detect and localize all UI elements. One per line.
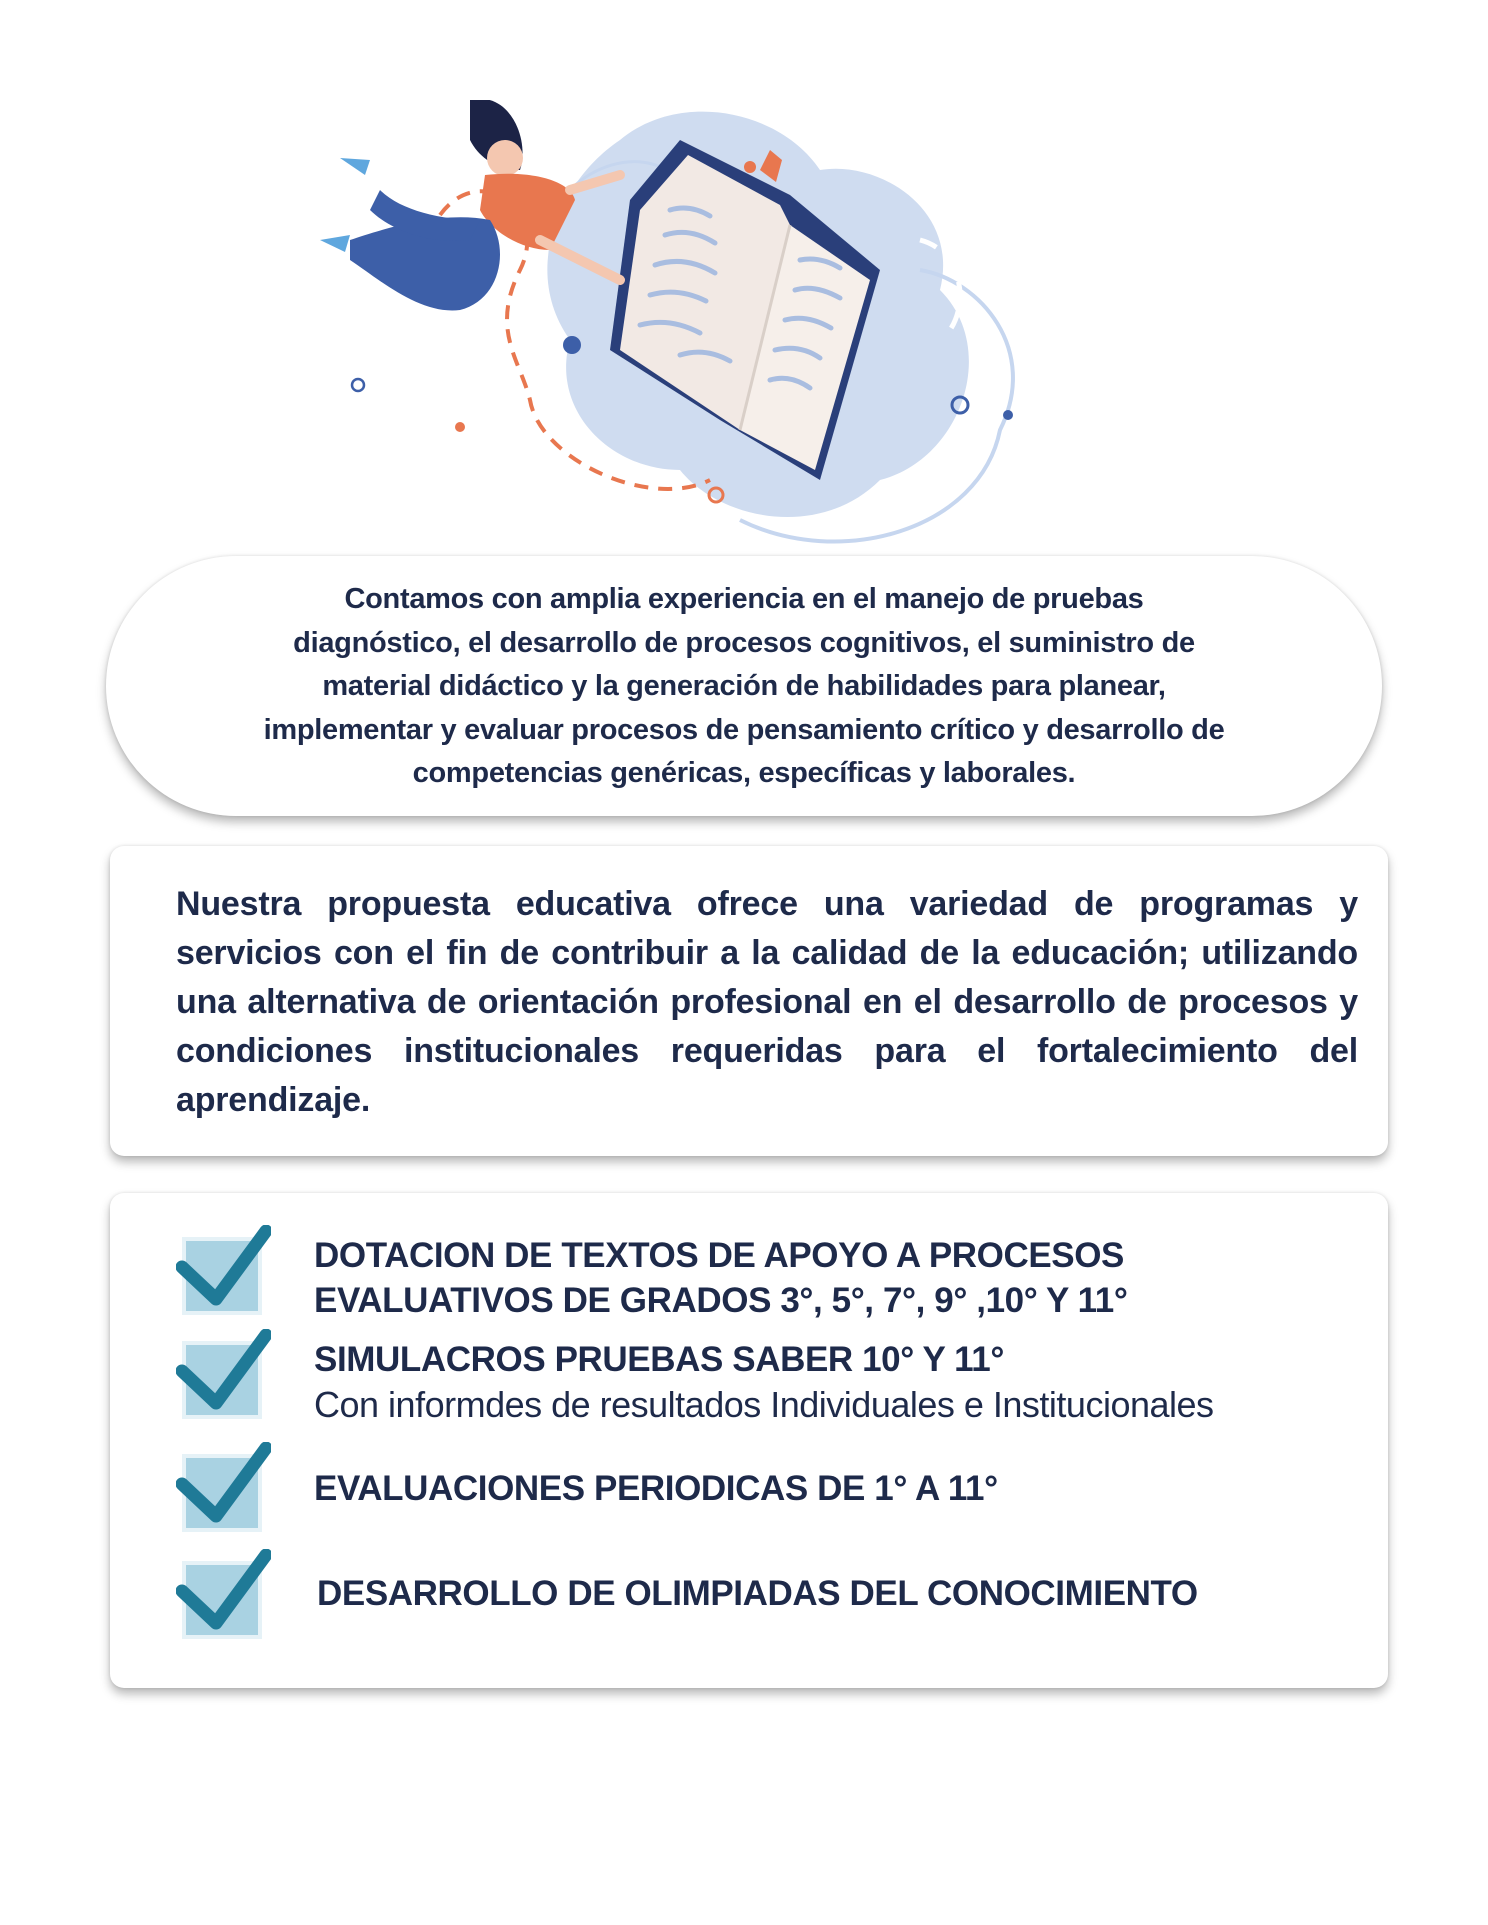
service-title: EVALUACIONES PERIODICAS DE 1° A 11°	[314, 1469, 998, 1508]
intro-panel	[106, 556, 1382, 816]
intro-line: implementar y evaluar procesos de pensamiento crítico y desarrollo de	[263, 713, 1225, 746]
intro-line: Contamos con amplia experiencia en el manejo de pruebas	[344, 583, 1144, 615]
services-card	[110, 1193, 1388, 1688]
service-title: SIMULACROS PRUEBAS SABER 10° Y 11°	[314, 1340, 1004, 1379]
checkbox-check-icon	[176, 1225, 271, 1317]
intro-line: diagnóstico, el desarrollo de procesos cognitivos, el suministro de	[293, 626, 1195, 659]
checkbox-check-icon	[176, 1442, 271, 1534]
dot-decoration	[352, 379, 364, 391]
checkbox-check-icon	[176, 1329, 271, 1421]
checkbox-check-icon	[176, 1549, 271, 1641]
hero-illustration	[320, 100, 1140, 560]
service-subtitle: Con informdes de resultados Individuales e Institucionales	[314, 1384, 1214, 1425]
proposal-card	[110, 846, 1388, 1156]
service-title: DOTACION DE TEXTOS DE APOYO A PROCESOS	[314, 1236, 1125, 1275]
service-title: DESARROLLO DE OLIMPIADAS DEL CONOCIMIENTO	[317, 1574, 1198, 1613]
proposal-text: Nuestra propuesta educativa ofrece una variedad de programas y servicios con el fin de contribuir a la calidad de la educación; utilizando una alternativa de orientación profesional en el desarrollo de procesos y condiciones institucionales requeridas para el fortalecimiento del aprendizaje.	[176, 885, 1358, 1119]
intro-line: competencias genéricas, específicas y laborales.	[412, 757, 1076, 789]
service-title-line2: EVALUATIVOS DE GRADOS 3°, 5°, 7°, 9° ,10° Y 11°	[314, 1281, 1128, 1320]
intro-line: material didáctico y la generación de habilidades para planear,	[322, 670, 1166, 702]
